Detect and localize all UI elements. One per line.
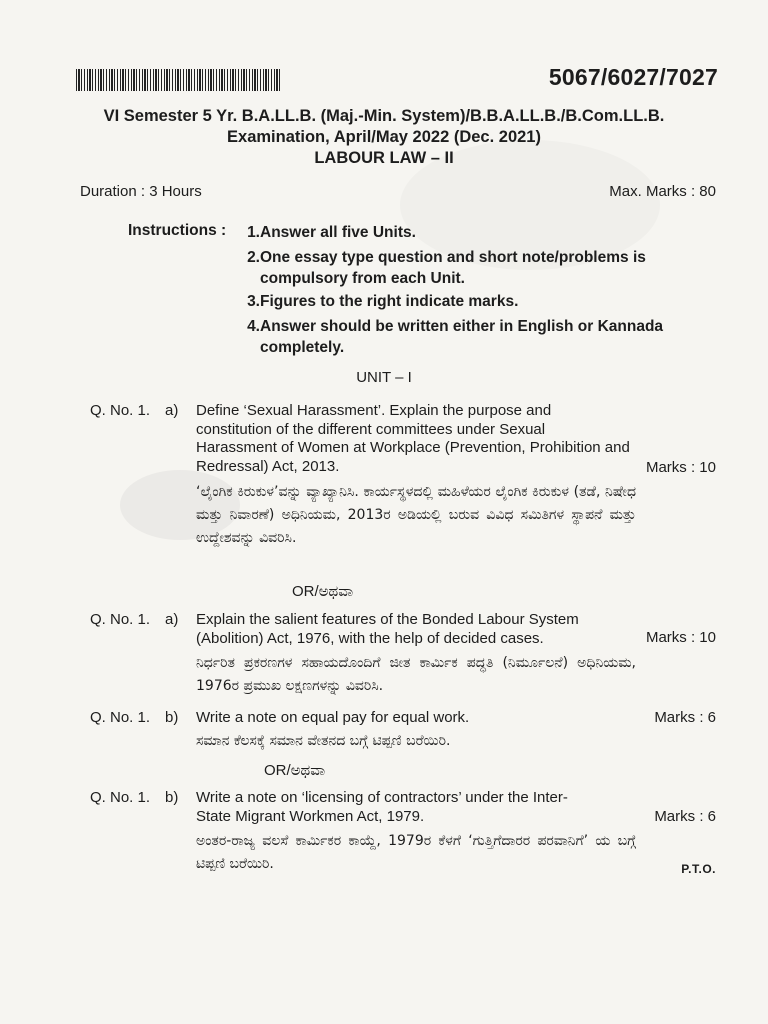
question-marks: Marks : 6 (654, 808, 716, 825)
or-separator: OR/ಅಥವಾ (264, 762, 326, 779)
barcode (76, 69, 282, 91)
instruction-number: 3. (247, 293, 260, 310)
question-text: Explain the salient features of the Bonded Labour System (Abolition) Act, 1976, with the help of decided cases. (196, 611, 579, 647)
question-part: a) (165, 611, 179, 628)
instruction-text: Answer all five Units. (260, 224, 416, 241)
question-part: b) (165, 709, 179, 726)
course-line: VI Semester 5 Yr. B.A.LL.B. (Maj.-Min. System)/B.B.A.LL.B./B.Com.LL.B. (103, 107, 665, 125)
question-marks: Marks : 6 (654, 709, 716, 726)
subject-title: LABOUR LAW – II (314, 149, 454, 167)
question-text-kannada: ‘ಲೈಂಗಿಕ ಕಿರುಕುಳ’ವನ್ನು ವ್ಯಾಖ್ಯಾನಿಸಿ. ಕಾರ್ಯಸ್ಥಳದಲ್ಲಿ ಮಹಿಳೆಯರ ಲೈಂಗಿಕ ಕಿರುಕುಳ (ತಡೆ, ನಿಷೇಧ ಮತ್ತು ನಿವಾರಣೆ) ಅಧಿನಿಯಮ, 2013ರ ಅಡಿಯಲ್ಲಿ ಬರುವ ವಿವಿಧ ಸಮಿತಿಗಳ ಸ್ಥಾಪನೆ ಮತ್ತು ಉದ್ದೇಶವನ್ನು ವಿವರಿಸಿ. (196, 484, 636, 546)
question-part: a) (165, 402, 179, 419)
question-number: Q. No. 1. (90, 709, 151, 726)
question-number: Q. No. 1. (90, 402, 151, 419)
instruction-text: Figures to the right indicate marks. (260, 293, 519, 310)
question-text-kannada: ಸಮಾನ ಕೆಲಸಕ್ಕೆ ಸಮಾನ ವೇತನದ ಬಗ್ಗೆ ಟಿಪ್ಪಣಿ ಬರೆಯಿರಿ. (196, 733, 451, 749)
instruction-text: One essay type question and short note/problems is compulsory from each Unit. (260, 249, 646, 287)
question-number: Q. No. 1. (90, 789, 151, 806)
question-part: b) (165, 789, 179, 806)
question-text: Define ‘Sexual Harassment’. Explain the purpose and constitution of the different committees under Sexual Harassment of Women at Workplace (Prevention, Prohibition and Redressal) Act, 2013. (196, 402, 630, 475)
instructions-label: Instructions : (128, 222, 227, 239)
max-marks: Max. Marks : 80 (609, 183, 716, 200)
pto-label: P.T.O. (681, 862, 716, 876)
unit-title: UNIT – I (356, 369, 412, 386)
question-text-kannada: ಅಂತರ-ರಾಜ್ಯ ವಲಸೆ ಕಾರ್ಮಿಕರ ಕಾಯ್ದೆ, 1979ರ ಕೆಳಗೆ ‘ಗುತ್ತಿಗೆದಾರರ ಪರವಾನಿಗೆ’ ಯ ಬಗ್ಗೆ ಟಿಪ್ಪಣಿ ಬರೆಯಿರಿ. (196, 833, 636, 872)
instruction-text: Answer should be written either in English or Kannada completely. (260, 318, 664, 356)
instruction-number: 1. (247, 224, 260, 241)
question-text: Write a note on equal pay for equal work. (196, 709, 470, 726)
question-marks: Marks : 10 (645, 629, 716, 646)
question-text: Write a note on ‘licensing of contractors’ under the Inter-State Migrant Workmen Act, 1979. (196, 789, 568, 825)
or-separator: OR/ಅಥವಾ (292, 583, 354, 600)
question-text-kannada: ನಿರ್ಧರಿತ ಪ್ರಕರಣಗಳ ಸಹಾಯದೊಂದಿಗೆ ಜೀತ ಕಾರ್ಮಿಕ ಪದ್ಧತಿ (ನಿರ್ಮೂಲನೆ) ಅಧಿನಿಯಮ, 1976ರ ಪ್ರಮುಖ ಲಕ್ಷಣಗಳನ್ನು ವಿವರಿಸಿ. (196, 655, 636, 694)
exam-line: Examination, April/May 2022 (Dec. 2021) (227, 128, 541, 146)
instruction-number: 4. (247, 318, 260, 335)
instruction-number: 2. (247, 249, 260, 266)
duration: Duration : 3 Hours (80, 183, 202, 200)
paper-code: 5067/6027/7027 (548, 64, 718, 90)
question-marks: Marks : 10 (645, 459, 716, 476)
question-number: Q. No. 1. (90, 611, 151, 628)
